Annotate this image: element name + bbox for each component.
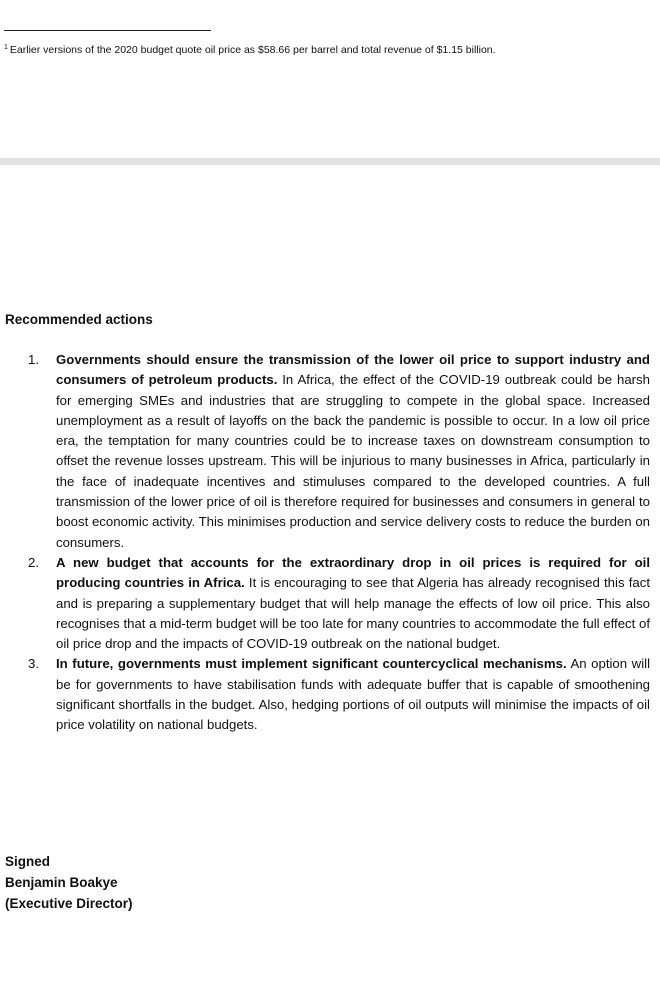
list-item-number: 2. — [28, 554, 39, 570]
list-item — [24, 350, 650, 553]
list-item-text — [56, 654, 650, 735]
footnote-marker: 1 — [4, 44, 8, 51]
list-item-lead: Governments should ensure the transmission of the lower oil price to support industry and consumers of petroleum products. — [56, 352, 650, 388]
footnote-text: Earlier versions of the 2020 budget quote oil price as $58.66 per barrel and total revenue of $1.15 billion. — [9, 44, 496, 56]
signatory-title: (Executive Director) — [5, 896, 133, 911]
recommended-actions-list — [24, 350, 650, 736]
list-item — [24, 654, 650, 735]
list-item-body: It is encouraging to see that Algeria has already recognised this fact and is preparing a supplementary budget that will help manage the effects of low oil price. This also recognises that a mid-term budget will be too late for many countries to accommodate the full effect of oil price drop and the impacts of COVID-19 outbreak on the national budget. — [56, 575, 650, 652]
list-item-body: An option will be for governments to have stabilisation funds with adequate buffer that is capable of smoothening significant shortfalls in the budget. Also, hedging portions of oil outputs will minimise the impacts of oil price volatility on national budgets. — [56, 656, 650, 733]
footnote-separator — [4, 30, 211, 31]
page-break-divider — [0, 158, 660, 165]
list-item-number: 3. — [28, 656, 39, 672]
signed-label: Signed — [5, 854, 51, 869]
section-heading: Recommended actions — [5, 312, 153, 327]
list-item-text — [56, 553, 650, 654]
footnote — [4, 40, 654, 58]
list-item-body: In Africa, the effect of the COVID-19 outbreak could be harsh for emerging SMEs and industries that are struggling to compete in the global space. Increased unemployment as a result of layoffs on the back the pandemic is possible to occur. In a low oil price era, the temptation for many countries could be to increase taxes on downstream consumption to offset the revenue losses upstream. This will be injurious to many businesses in Africa, particularly in the face of inadequate incentives and stimuluses compared to the developed countries. A full transmission of the lower price of oil is therefore required for businesses and consumers in general to boost economic activity. This minimises production and service delivery costs to reduce the burden on consumers. — [56, 372, 650, 550]
signatory-name: Benjamin Boakye — [5, 875, 118, 890]
list-item-lead: In future, governments must implement significant countercyclical mechanisms. — [56, 656, 567, 672]
signature-block — [5, 851, 133, 914]
list-item-number: 1. — [28, 352, 39, 367]
list-item-text — [56, 350, 650, 553]
list-item — [24, 553, 650, 654]
list-item-lead: A new budget that accounts for the extraordinary drop in oil prices is required for oil producing countries in Africa. — [56, 554, 650, 591]
